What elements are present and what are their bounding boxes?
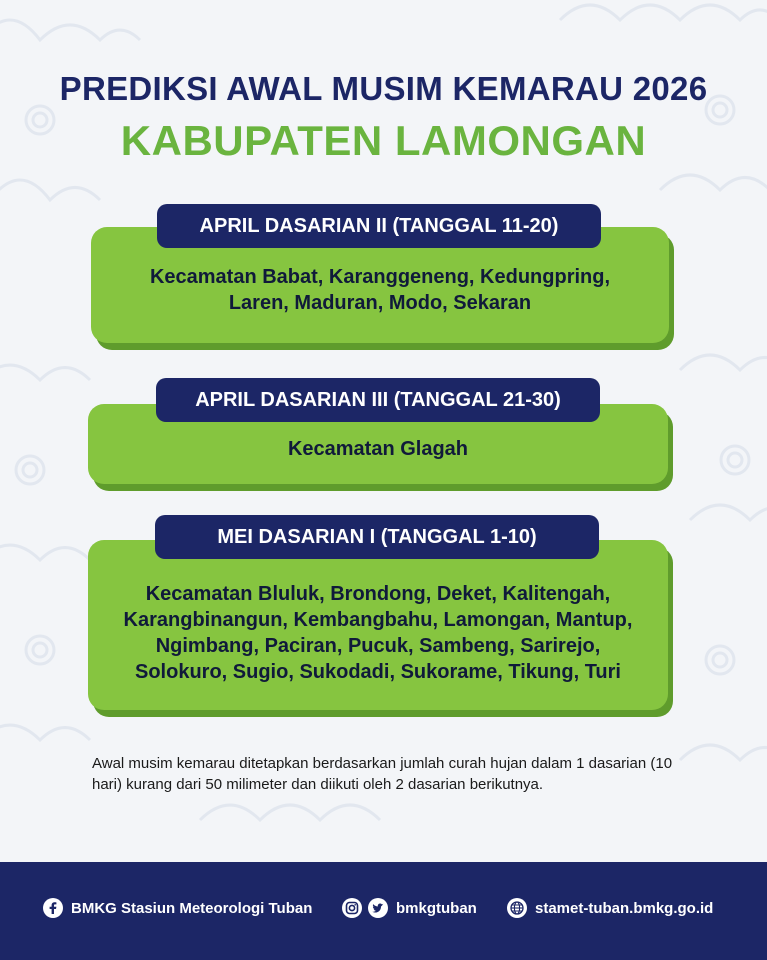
footer-social[interactable] bbox=[342, 898, 477, 918]
facebook-icon bbox=[43, 898, 63, 918]
card-districts-text: Kecamatan Bluluk, Brondong, Deket, Kalitengah, Karangbinangun, Kembangbahu, Lamongan, Mantup, Ngimbang, Paciran, Pucuk, Sambeng, Sarirejo, Solokuro, Sugio, Sukodadi, Sukorame, Tikung, Turi bbox=[123, 583, 633, 683]
forecast-period-label: APRIL DASARIAN III (TANGGAL 21-30) bbox=[156, 378, 600, 422]
page-title: PREDIKSI AWAL MUSIM KEMARAU 2026 bbox=[59, 70, 708, 107]
twitter-icon bbox=[368, 898, 388, 918]
footer-website-text: stamet-tuban.bmkg.go.id bbox=[535, 899, 714, 917]
footer-bar bbox=[0, 862, 767, 960]
card-districts-text: Kecamatan Babat, Karanggeneng, Kedungpring, Laren, Maduran, Modo, Sekaran bbox=[149, 266, 611, 314]
footer-social-text: bmkgtuban bbox=[396, 899, 477, 917]
card-districts-text: Kecamatan Glagah bbox=[287, 438, 469, 460]
instagram-icon bbox=[342, 898, 362, 918]
forecast-period-label: APRIL DASARIAN II (TANGGAL 11-20) bbox=[157, 204, 601, 248]
definition-note: Awal musim kemarau ditetapkan berdasarkan jumlah curah hujan dalam 1 dasarian (10 hari) kurang dari 50 milimeter dan diikuti oleh 2 dasarian berikutnya. bbox=[92, 755, 673, 793]
footer-facebook[interactable] bbox=[43, 898, 312, 918]
forecast-period-label: MEI DASARIAN I (TANGGAL 1-10) bbox=[155, 515, 599, 559]
footer-website[interactable] bbox=[507, 898, 713, 918]
footer-facebook-text: BMKG Stasiun Meteorologi Tuban bbox=[71, 899, 313, 917]
page-subtitle: KABUPATEN LAMONGAN bbox=[120, 117, 647, 164]
globe-icon bbox=[507, 898, 527, 918]
forecast-card-mei-i bbox=[88, 540, 668, 710]
